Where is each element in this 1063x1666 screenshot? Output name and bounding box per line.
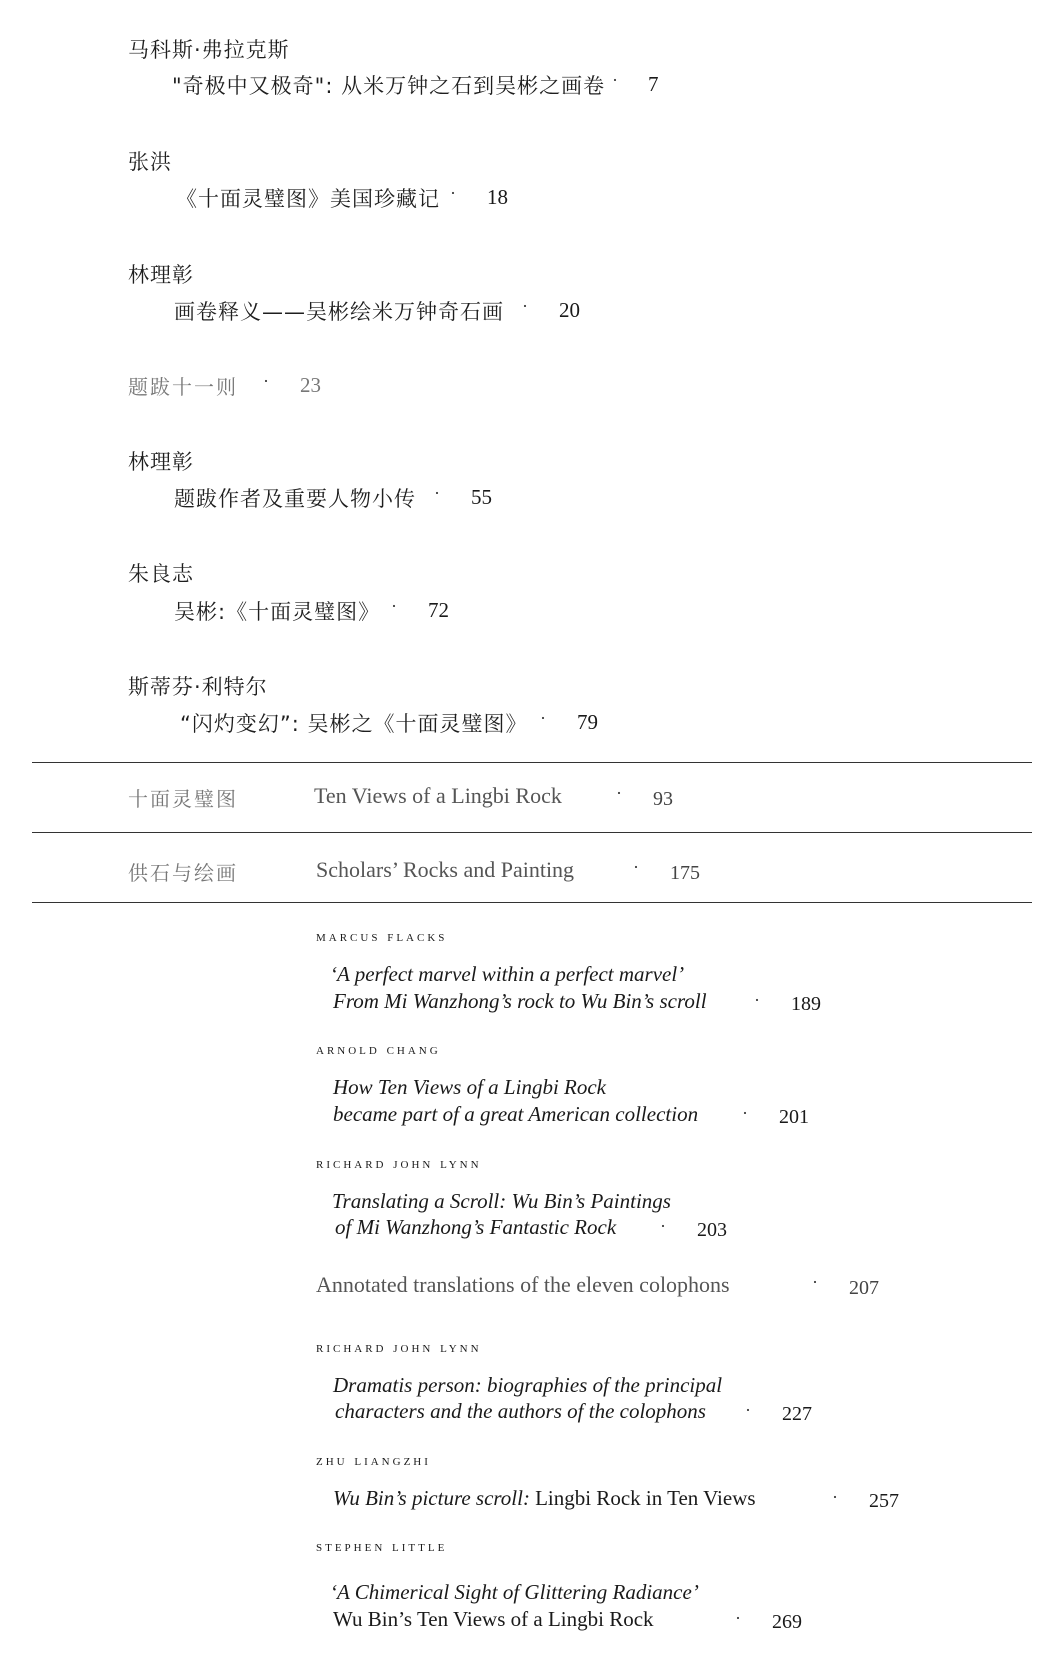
entry-title-roman: Lingbi Rock in Ten Views <box>535 1486 756 1510</box>
entry-page: 7 <box>648 72 659 96</box>
separator-dot: · <box>540 708 546 728</box>
entry-author: richard john lynn <box>316 1156 482 1172</box>
entry-author: 张洪 <box>128 150 172 174</box>
entry-title-line1: ‘A Chimerical Sight of Glittering Radiance’ <box>330 1580 699 1604</box>
separator-dot: · <box>832 1487 838 1507</box>
entry-page: 269 <box>772 1611 802 1633</box>
divider-rule <box>32 902 1032 903</box>
entry-title-line1: Dramatis person: biographies of the principal <box>333 1373 723 1397</box>
entry-author: 斯蒂芬·利特尔 <box>128 675 268 699</box>
entry-title-line2: characters and the authors of the colophons <box>335 1399 706 1423</box>
part-page: 93 <box>653 788 673 810</box>
entry-title: 题跋作者及重要人物小传 <box>174 487 416 511</box>
entry-page: 23 <box>300 373 321 397</box>
part-page: 175 <box>670 862 700 884</box>
entry-title-line2: From Mi Wanzhong’s rock to Wu Bin’s scroll <box>333 989 707 1013</box>
entry-author: 朱良志 <box>128 562 194 586</box>
separator-dot: · <box>812 1272 818 1292</box>
entry-title: 吴彬:《十面灵璧图》 <box>174 600 381 624</box>
separator-dot: · <box>735 1608 741 1628</box>
part-title-zh: 供石与绘画 <box>128 861 238 885</box>
separator-dot: · <box>633 857 639 877</box>
part-title-en: Scholars’ Rocks and Painting <box>316 857 575 882</box>
part-title-en: Ten Views of a Lingbi Rock <box>314 783 562 808</box>
entry-title-italic: Wu Bin’s picture scroll: <box>333 1486 530 1510</box>
separator-dot: · <box>450 183 456 203</box>
entry-author: 马科斯·弗拉克斯 <box>128 38 290 62</box>
entry-author: richard john lynn <box>316 1340 482 1356</box>
entry-author: arnold chang <box>316 1042 441 1058</box>
entry-title-line2: of Mi Wanzhong’s Fantastic Rock <box>335 1215 617 1239</box>
entry-page: 203 <box>697 1219 727 1241</box>
separator-dot: · <box>434 483 440 503</box>
separator-dot: · <box>612 70 618 90</box>
entry-title: 《十面灵璧图》美国珍藏记 <box>176 187 440 211</box>
entry-title-line1: Translating a Scroll: Wu Bin’s Paintings <box>332 1189 671 1213</box>
entry-page: 20 <box>559 298 580 322</box>
entry-page: 227 <box>782 1403 812 1425</box>
separator-dot: · <box>745 1400 751 1420</box>
entry-page: 72 <box>428 598 449 622</box>
separator-dot: · <box>616 783 622 803</box>
entry-title: 题跋十一则 <box>128 375 238 399</box>
separator-dot: · <box>522 296 528 316</box>
entry-page: 55 <box>471 485 492 509</box>
divider-rule <box>32 832 1032 833</box>
entry-page: 257 <box>869 1490 899 1512</box>
entry-title: "奇极中又极奇": 从米万钟之石到吴彬之画卷 <box>172 74 606 98</box>
part-title-zh: 十面灵璧图 <box>128 787 238 811</box>
entry-author: marcus flacks <box>316 929 448 945</box>
entry-title-line1: ‘A perfect marvel within a perfect marvel’ <box>330 962 685 986</box>
separator-dot: · <box>754 990 760 1010</box>
entry-author: 林理彰 <box>128 450 194 474</box>
entry-page: 201 <box>779 1106 809 1128</box>
divider-rule <box>32 762 1032 763</box>
entry-title-line1: How Ten Views of a Lingbi Rock <box>333 1075 606 1099</box>
entry-author: stephen little <box>316 1539 448 1555</box>
separator-dot: · <box>263 371 269 391</box>
entry-title-line2: Wu Bin’s Ten Views of a Lingbi Rock <box>333 1607 654 1631</box>
entry-title-line2: became part of a great American collection <box>333 1102 699 1126</box>
entry-title: “闪灼变幻”: 吴彬之《十面灵璧图》 <box>180 712 528 736</box>
entry-page: 79 <box>577 710 598 734</box>
entry-title <box>333 1486 756 1511</box>
entry-author: 林理彰 <box>128 263 194 287</box>
entry-page: 189 <box>791 993 821 1015</box>
entry-page: 18 <box>487 185 508 209</box>
separator-dot: · <box>660 1216 666 1236</box>
separator-dot: · <box>391 596 397 616</box>
entry-title: 画卷释义——吴彬绘米万钟奇石画 <box>174 300 504 324</box>
entry-author: zhu liangzhi <box>316 1453 431 1469</box>
entry-page: 207 <box>849 1277 879 1299</box>
entry-title: Annotated translations of the eleven colophons <box>316 1272 730 1297</box>
separator-dot: · <box>742 1103 748 1123</box>
